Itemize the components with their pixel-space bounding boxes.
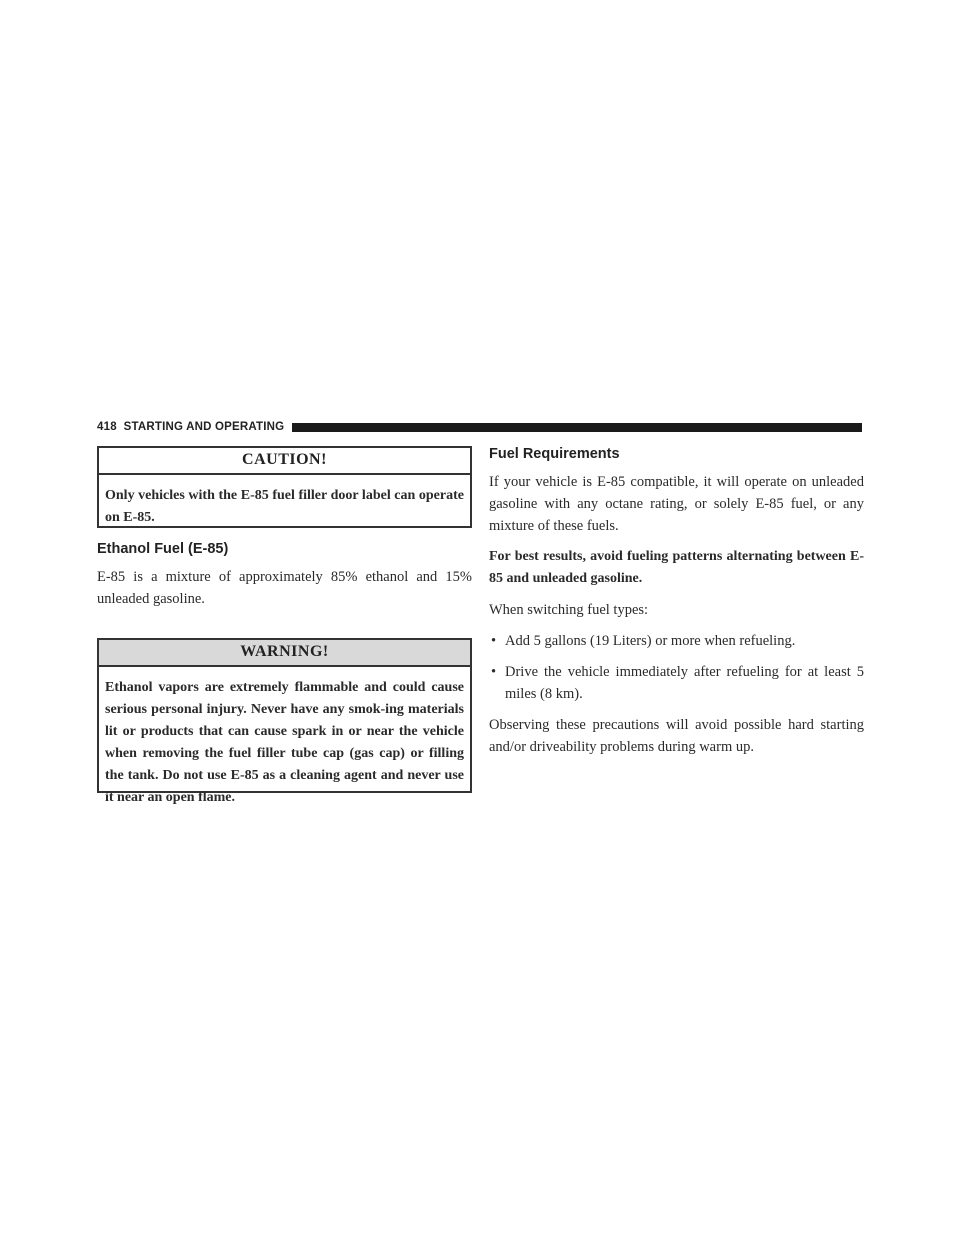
page-number: 418 <box>97 421 117 433</box>
left-column <box>97 446 472 805</box>
closing-paragraph: Observing these precautions will avoid possible hard starting and/or driveability problems during warm up. <box>489 717 864 755</box>
right-column <box>489 446 864 758</box>
switch-intro: When switching fuel types: <box>489 602 649 618</box>
warning-box <box>97 638 472 805</box>
switch-list <box>489 630 864 705</box>
warning-text: Ethanol vapors are extremely flammable and could cause serious personal injury. Never have any smok-ing materials lit or products that can cause spark in or near the vehicle when removing the fuel filler tube cap (gas cap) or filling the tank. Do not use E-85 as a cleaning agent and never use it near an open flame. <box>105 680 464 805</box>
caution-title: CAUTION! <box>99 448 470 475</box>
ethanol-paragraph: E-85 is a mixture of approximately 85% ethanol and 15% unleaded gasoline. <box>97 569 472 607</box>
caution-text: Only vehicles with the E-85 fuel filler door label can operate on E-85. <box>105 488 464 525</box>
best-results-paragraph: For best results, avoid fueling patterns alternating between E-85 and unleaded gasoline. <box>489 549 864 586</box>
section-title: STARTING AND OPERATING <box>123 421 285 433</box>
fuel-requirements-heading: Fuel Requirements <box>489 446 620 462</box>
list-item: • Add 5 gallons (19 Liters) or more when refueling. <box>489 630 864 652</box>
compatibility-paragraph: If your vehicle is E-85 compatible, it will operate on unleaded gasoline with any octane rating, or solely E-85 fuel, or any mixture of these fuels. <box>489 474 864 534</box>
caution-box <box>97 446 472 528</box>
bullet-icon: • <box>491 633 497 649</box>
ethanol-heading: Ethanol Fuel (E-85) <box>97 541 229 557</box>
page-header <box>97 419 862 435</box>
bullet-icon: • <box>491 664 497 680</box>
warning-title: WARNING! <box>99 640 470 667</box>
header-rule <box>292 423 862 432</box>
list-item: • Drive the vehicle immediately after refueling for at least 5 miles (8 km). <box>489 661 864 705</box>
page-number-section <box>97 421 284 433</box>
